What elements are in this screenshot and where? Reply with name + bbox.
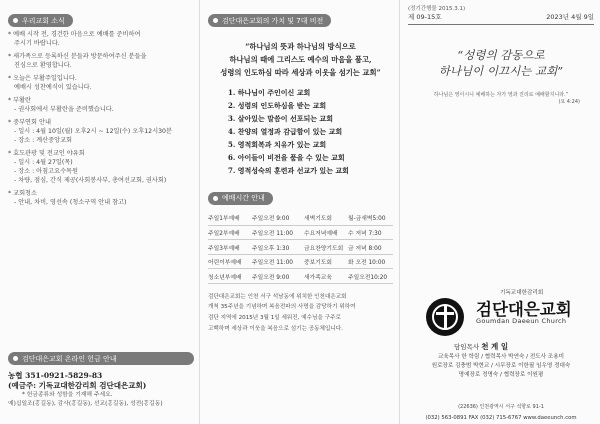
vision-list [228,87,393,178]
asterisk-icon: * [8,31,12,38]
news-item [8,75,193,93]
vision-item: 2. 성령의 인도하심을 받는 교회 [228,101,327,111]
news-section-title [8,14,73,27]
bullet-dot-icon [13,18,18,23]
asterisk-icon: * [8,96,12,104]
service-name: 청소년부예배 [208,269,252,284]
service-time: 화 오전 10:00 [348,254,393,269]
church-intro [208,292,393,335]
news-item-detail: - 안내, 차비, 영선속 (청소구역 안내 참고) [14,198,127,206]
verse-line: 하나님은 영이시니 예배하는 자가 영과 진리로 예배할지니라.” [433,91,569,98]
worship-schedule [208,211,393,284]
church-seal-icon [426,298,464,336]
vision-quote [208,41,393,79]
church-name-en: Goumdan Daeeun Church [476,317,567,325]
news-item-heading [8,75,193,84]
news-item [8,53,193,71]
service-time: 주일오전 11:00 [252,225,304,240]
quote-line: 성령의 인도하심 따라 세상과 이웃을 섬기는 교회” [220,67,381,77]
vision-item: 5. 영적회복과 치유가 있는 교회 [228,140,327,150]
bullet-dot-icon [13,356,18,361]
news-item-detail: - 일시 : 4월 27일(목) [14,158,73,166]
offering-example: 예)십일조(홍길동), 감사(홍길동), 선교(홍길동), 성전(홍길동) [8,400,163,407]
news-text: 중부연회 안내 [13,118,51,126]
service-name: 주일2부예배 [208,225,252,240]
news-item [8,97,193,115]
news-item-heading [8,31,193,40]
asterisk-icon: * [8,118,12,126]
bullet-dot-icon [213,18,218,23]
news-item-heading [8,97,193,106]
news-item [8,31,193,49]
vision-title-text: 검단대은교회의 가치 및 7대 비전 [222,16,324,25]
news-item-detail: - 장소 : 계산중앙교회 [14,136,73,144]
staff-list [408,353,594,381]
service-name: 주일1부예배 [208,211,252,226]
news-item-heading [8,53,193,62]
schedule-row [208,211,393,226]
news-item-detail: 진심으로 환영합니다. [14,61,72,69]
pastor-label: 담임목사 [454,343,480,351]
theme-line: “성령의 감동으로 [457,47,545,62]
association-name: 기독교대한감리회 [500,290,544,296]
service-name: 금요찬양기도회 [304,240,348,255]
intro-line: 고백하며 세상과 이웃을 복음으로 섬기는 공동체입니다. [208,325,343,332]
verse-ref: (요 4:24) [558,99,580,106]
vision-item: 3. 살아있는 말씀이 선포되는 교회 [228,114,333,124]
asterisk-icon: * [8,149,12,157]
bullet-dot-icon [213,196,218,201]
service-time: 수 저녁 7:30 [348,225,393,240]
theme-verse [408,92,594,107]
offering-section-title [8,352,194,365]
service-time: 주일오전 9:00 [252,211,304,226]
vision-item: 1. 하나님이 주인이신 교회 [228,88,311,98]
news-item-detail: - 일시 : 4월 10일(월) 오후2시 ~ 12일(수) 오후12시30분 [14,127,172,135]
theme-line: 하나님이 이끄시는 교회” [438,64,564,79]
news-item-heading [8,150,193,159]
news-list [8,31,193,208]
news-title-text: 우리교회 소식 [22,16,65,25]
bulletin-header [408,6,594,25]
service-time: 주일오후 1:30 [252,240,304,255]
news-column [0,0,200,424]
service-name: 새벽기도회 [304,211,348,226]
service-name: 주일3부예배 [208,240,252,255]
service-name: 중보기도회 [304,254,348,269]
vision-section-title [208,14,331,27]
news-item [8,190,193,208]
news-text: 부활란 [13,96,32,104]
news-item-heading [8,190,193,199]
cover-column [400,0,600,424]
service-time: 주일오전 9:00 [252,269,304,284]
service-name: 어린이부예배 [208,254,252,269]
news-text: 새가족으로 등록하신 분들과 방문하여주신 분들을 [13,52,147,60]
offering-title-text: 검단대은교회 온라인 헌금 안내 [22,354,117,363]
schedule-row [208,225,393,240]
news-item [8,119,193,146]
news-item-detail: - 권사회에서 부활란을 준비했습니다. [14,105,114,113]
news-item [8,150,193,186]
quote-line: “하나님의 뜻과 하나님의 방식으로 [245,42,356,51]
theme-heading [408,47,594,80]
vision-item: 7. 영적성숙의 훈련과 선교가 있는 교회 [228,165,349,175]
intro-line: 검단대은교회는 인천 서구 석남동에 위치한 인천대은교회 [208,293,347,300]
account-holder: (예금주: 기독교대한감리회 검단대은교회) [8,381,147,391]
bulletin-date: 2023년 4월 9일 [546,13,594,22]
vision-column [200,0,400,424]
service-name: 수요저녁예배 [304,225,348,240]
online-offering-info [8,346,194,409]
news-text: 예배 시작 전, 경건한 마음으로 예배를 준비하여 [13,31,141,38]
issue-number: 제 09-15호 [408,13,442,22]
vision-item: 6. 아이들이 비전을 품을 수 있는 교회 [228,152,345,162]
service-time: 월-금새벽5:00 [348,211,393,226]
offering-note: * 헌금종류와 성함을 기재해 주세요. [22,392,113,399]
pastor-name: 천 계 일 [481,342,509,351]
news-text: 교회청소 [13,189,38,197]
schedule-row [208,240,393,255]
news-text: 효도관광 및 전교인 야유회 [13,149,85,157]
church-name: 검단대은교회 [476,300,572,319]
schedule-title-text: 예배시간 안내 [222,194,265,203]
news-item-detail: 예배시 성찬예식이 있습니다. [14,83,92,91]
service-time: 금 저녁 8:00 [348,240,393,255]
staff-line: 명예장로 정명숙 / 협력장로 이원평 [458,372,544,379]
church-address: (22636) 인천광역시 서구 석향로 91-1 [458,404,544,410]
intro-line: 개척 35주년을 기념하며 복음전파의 사명을 감당하기 위하여 [208,304,356,311]
schedule-row [208,269,393,284]
news-item-detail: 주시기 바랍니다. [14,39,60,47]
service-time: 주일오전10:20 [348,269,393,284]
registration-text: (정기간행물 2015.3.1) [408,6,466,12]
quote-line: 하나님의 때에 그리스도 예수의 마음을 품고, [229,54,372,64]
asterisk-icon: * [8,189,12,197]
bank-account [8,371,194,391]
intro-line: 검단 지역에 2015년 3월 1일 세워진, 예수님을 구주로 [208,315,341,322]
schedule-row [208,254,393,269]
news-item-detail: - 장소 : 아침고요수목원 [14,167,79,175]
church-contact: (032) 563-0891 FAX (032) 715-6767 www.daeeunch.com [425,415,577,421]
asterisk-icon: * [8,74,12,82]
news-item-heading [8,119,193,128]
asterisk-icon: * [8,52,12,60]
service-time: 주일오전 11:00 [252,254,304,269]
senior-pastor [454,341,508,352]
news-text: 오늘은 부활주일입니다. [13,74,77,82]
service-name: 새가족교육 [304,269,348,284]
staff-line: 원로장로 김충범 박현교 / 시무장로 이한필 임우영 정대숙 [431,363,571,370]
news-item-detail: - 차량, 점심, 간식 제공(사회봉사부, 총여선교회, 권사회) [14,176,167,184]
staff-line: 교육목사 한 학림 / 협력목사 박연숙 / 전도사 조용미 [437,354,565,360]
vision-item: 4. 찬양의 열정과 감급함이 있는 교회 [228,127,343,137]
account-number: 농협 351-0921-5829-83 [8,371,103,380]
schedule-section-title [208,192,273,205]
